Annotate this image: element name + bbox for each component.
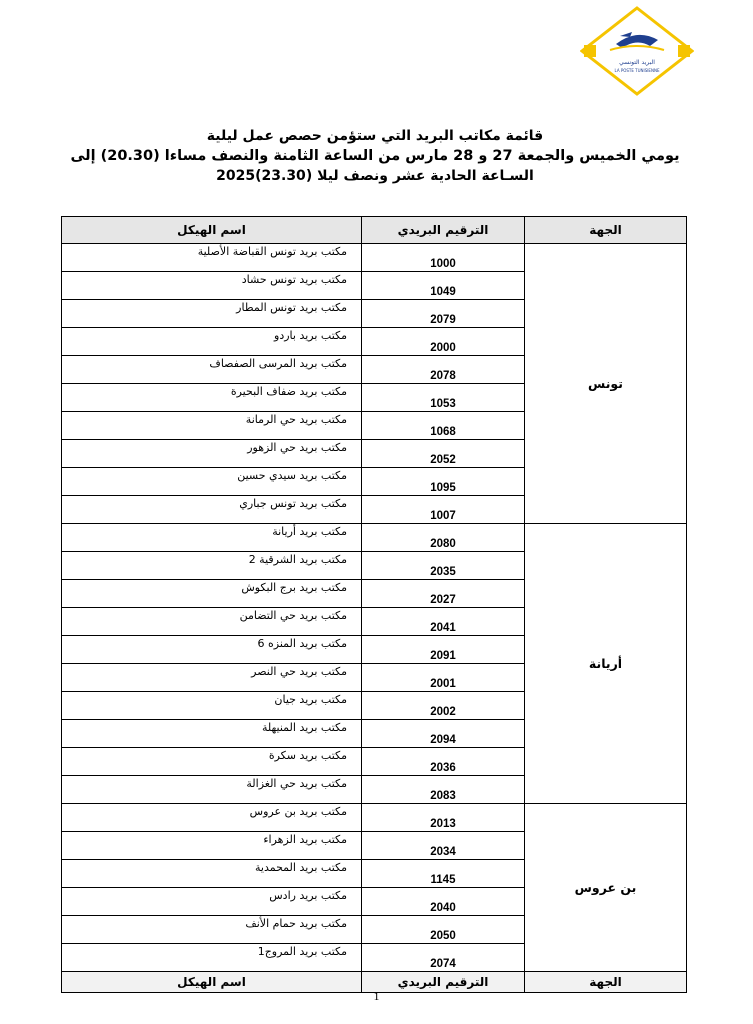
header-region: الجهة — [525, 217, 687, 244]
postal-code-cell: 1053 — [362, 384, 525, 412]
office-name-cell: مكتب بريد المروج1 — [62, 944, 362, 972]
office-name-cell: مكتب بريد ضفاف البحيرة — [62, 384, 362, 412]
footer-code: الترقيم البريدي — [362, 972, 525, 993]
office-name-cell: مكتب بريد الزهراء — [62, 832, 362, 860]
office-name-cell: مكتب بريد حي الزهور — [62, 440, 362, 468]
office-name-cell: مكتب بريد باردو — [62, 328, 362, 356]
office-name-cell: مكتب بريد تونس جباري — [62, 496, 362, 524]
office-name-cell: مكتب بريد حمام الأنف — [62, 916, 362, 944]
postal-code-cell: 2002 — [362, 692, 525, 720]
la-poste-tunisienne-logo — [580, 6, 694, 96]
postal-code-cell: 2080 — [362, 524, 525, 552]
postal-code-cell: 2013 — [362, 804, 525, 832]
footer-name: اسم الهيكل — [62, 972, 362, 993]
postal-code-cell: 2034 — [362, 832, 525, 860]
table-row — [62, 244, 687, 272]
office-name-cell: مكتب بريد المنيهلة — [62, 720, 362, 748]
postal-code-cell: 2000 — [362, 328, 525, 356]
office-name-cell: مكتب بريد سيدي حسين — [62, 468, 362, 496]
postal-code-cell: 2040 — [362, 888, 525, 916]
office-name-cell: مكتب بريد تونس القباضة الأصلية — [62, 244, 362, 272]
postal-code-cell: 2035 — [362, 552, 525, 580]
region-cell: تونس — [525, 244, 687, 524]
document-title — [60, 126, 690, 186]
postal-code-cell: 2079 — [362, 300, 525, 328]
table-row — [62, 804, 687, 832]
postal-code-cell: 2041 — [362, 608, 525, 636]
postal-code-cell: 2074 — [362, 944, 525, 972]
postal-code-cell: 2036 — [362, 748, 525, 776]
post-offices-table — [61, 216, 687, 993]
postal-code-cell: 1000 — [362, 244, 525, 272]
office-name-cell: مكتب بريد تونس المطار — [62, 300, 362, 328]
office-name-cell: مكتب بريد المنزه 6 — [62, 636, 362, 664]
region-cell: بن عروس — [525, 804, 687, 972]
office-name-cell: مكتب بريد جيان — [62, 692, 362, 720]
logo-name-ar: البريد التونسي — [619, 59, 655, 66]
logo-name-fr: LA POSTE TUNISIENNE — [614, 68, 660, 73]
postal-code-cell: 1068 — [362, 412, 525, 440]
office-name-cell: مكتب بريد المرسى الصفصاف — [62, 356, 362, 384]
title-line-3: السـاعة الحادية عشر ونصف ليلا (23.30)2025 — [216, 168, 534, 184]
postal-code-cell: 1049 — [362, 272, 525, 300]
office-name-cell: مكتب بريد سكرة — [62, 748, 362, 776]
postal-code-cell: 1095 — [362, 468, 525, 496]
postal-code-cell: 2001 — [362, 664, 525, 692]
title-line-1: قائمة مكاتب البريد التي ستؤمن حصص عمل ليلية — [206, 128, 544, 144]
table-body — [62, 244, 687, 972]
office-name-cell: مكتب بريد المحمدية — [62, 860, 362, 888]
postal-code-cell: 2094 — [362, 720, 525, 748]
header-name: اسم الهيكل — [62, 217, 362, 244]
office-name-cell: مكتب بريد الشرقية 2 — [62, 552, 362, 580]
postal-code-cell: 1007 — [362, 496, 525, 524]
footer-region: الجهة — [525, 972, 687, 993]
region-cell: أريانة — [525, 524, 687, 804]
postal-code-cell: 2083 — [362, 776, 525, 804]
header-code: الترقيم البريدي — [362, 217, 525, 244]
table-header-row — [62, 217, 687, 244]
postal-code-cell: 2091 — [362, 636, 525, 664]
postal-code-cell: 2050 — [362, 916, 525, 944]
office-name-cell: مكتب بريد حي النصر — [62, 664, 362, 692]
title-line-2: يومي الخميس والجمعة 27 و 28 مارس من الساعة الثامنة والنصف مساءا (20.30) إلى — [70, 148, 680, 164]
postal-code-cell: 1145 — [362, 860, 525, 888]
office-name-cell: مكتب بريد حي الرمانة — [62, 412, 362, 440]
office-name-cell: مكتب بريد بن عروس — [62, 804, 362, 832]
office-name-cell: مكتب بريد رادس — [62, 888, 362, 916]
page-number: 1 — [373, 989, 380, 1003]
office-name-cell: مكتب بريد برج البكوش — [62, 580, 362, 608]
office-name-cell: مكتب بريد حي التضامن — [62, 608, 362, 636]
postal-code-cell: 2027 — [362, 580, 525, 608]
office-name-cell: مكتب بريد أريانة — [62, 524, 362, 552]
office-name-cell: مكتب بريد تونس حشاد — [62, 272, 362, 300]
table-row — [62, 524, 687, 552]
postal-code-cell: 2078 — [362, 356, 525, 384]
office-name-cell: مكتب بريد حي الغزالة — [62, 776, 362, 804]
postal-code-cell: 2052 — [362, 440, 525, 468]
